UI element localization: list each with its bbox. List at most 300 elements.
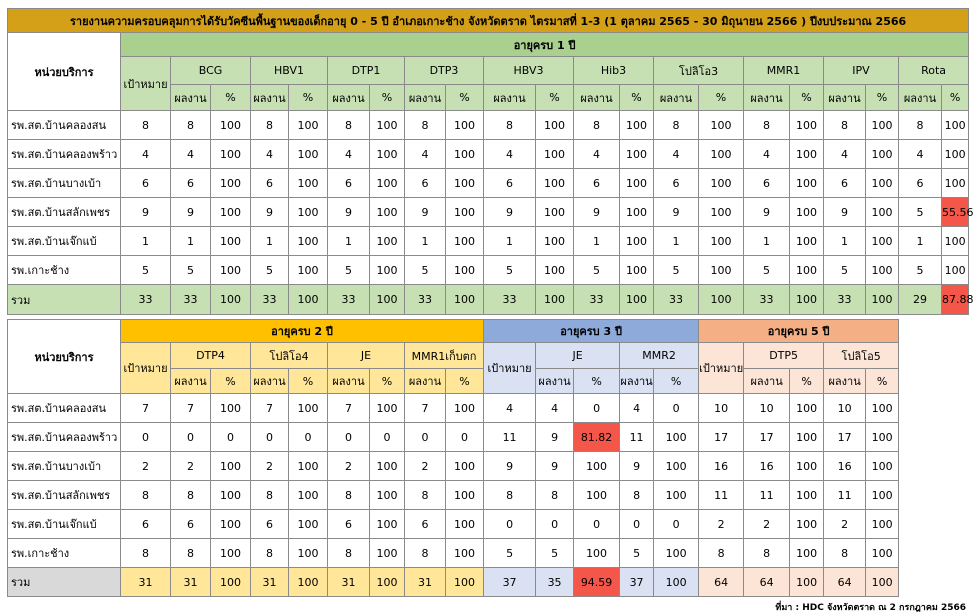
target-value: 9 (121, 198, 171, 227)
work-value: 11 (620, 423, 654, 452)
work-value: 9 (405, 198, 446, 227)
work-value: 5 (620, 539, 654, 568)
work-value: 31 (405, 568, 446, 597)
target-value: 31 (121, 568, 171, 597)
work-value: 8 (328, 111, 370, 140)
target-value: 5 (484, 539, 536, 568)
pct-value: 100 (289, 481, 328, 510)
unit-name: รพ.สต.บ้านบางเบ้า (8, 452, 121, 481)
pct-value: 100 (211, 198, 251, 227)
pct-header: % (942, 85, 969, 111)
work-value: 9 (574, 198, 620, 227)
work-value: 4 (251, 140, 289, 169)
pct-value: 100 (654, 423, 699, 452)
vaccine-header: JE (536, 343, 620, 369)
pct-value: 100 (536, 256, 574, 285)
pct-value: 81.82 (574, 423, 620, 452)
work-value: 33 (328, 285, 370, 315)
target-value: 17 (699, 423, 744, 452)
table-row (8, 169, 969, 198)
pct-header: % (289, 85, 328, 111)
target-value: 2 (121, 452, 171, 481)
work-value: 6 (251, 510, 289, 539)
pct-value: 100 (370, 539, 405, 568)
work-value: 9 (251, 198, 289, 227)
vaccine-header: DTP5 (744, 343, 824, 369)
pct-value: 100 (289, 227, 328, 256)
unit-name: รพ.สต.บ้านคลองพร้าว (8, 423, 121, 452)
work-value: 5 (328, 256, 370, 285)
work-value: 4 (744, 140, 790, 169)
work-value: 33 (654, 285, 699, 315)
work-value: 1 (328, 227, 370, 256)
pct-value: 100 (446, 481, 484, 510)
unit-name: รพ.สต.บ้านสลักเพชร (8, 481, 121, 510)
work-value: 8 (574, 111, 620, 140)
pct-value: 100 (289, 140, 328, 169)
pct-value: 100 (790, 539, 824, 568)
work-value: 8 (251, 481, 289, 510)
pct-header: % (699, 85, 744, 111)
work-value: 1 (824, 227, 866, 256)
work-value: 5 (744, 256, 790, 285)
vaccine-header: MMR1 (744, 57, 824, 85)
unit-name: รพ.สต.บ้านเจ๊กแบ้ (8, 510, 121, 539)
pct-value: 100 (790, 140, 824, 169)
pct-value: 100 (790, 568, 824, 597)
pct-value: 100 (370, 481, 405, 510)
pct-header: % (654, 369, 699, 394)
pct-value: 100 (211, 140, 251, 169)
pct-value: 100 (211, 568, 251, 597)
pct-value: 100 (866, 198, 899, 227)
pct-value: 100 (866, 285, 899, 315)
target-value: 8 (484, 481, 536, 510)
target-value: 11 (699, 481, 744, 510)
pct-value: 100 (211, 227, 251, 256)
work-value: 8 (171, 539, 211, 568)
pct-value: 100 (654, 539, 699, 568)
pct-header: % (620, 85, 654, 111)
work-value: 31 (171, 568, 211, 597)
target-header: เป้าหมาย (121, 57, 171, 111)
pct-value: 100 (446, 256, 484, 285)
pct-value: 100 (211, 539, 251, 568)
total-row (8, 568, 899, 597)
unit-header: หน่วยบริการ (8, 33, 121, 111)
pct-header: % (370, 85, 405, 111)
work-value: 8 (328, 539, 370, 568)
work-value: 9 (654, 198, 699, 227)
work-header: ผลงาน (171, 85, 211, 111)
target-value: 5 (121, 256, 171, 285)
work-value: 33 (824, 285, 866, 315)
total-label: รวม (8, 285, 121, 315)
pct-value: 100 (790, 256, 824, 285)
pct-value: 100 (699, 111, 744, 140)
target-value: 6 (121, 169, 171, 198)
work-value: 8 (484, 111, 536, 140)
work-value: 1 (744, 227, 790, 256)
pct-value: 100 (370, 256, 405, 285)
work-value: 35 (536, 568, 574, 597)
table-row (8, 452, 899, 481)
pct-value: 100 (866, 452, 899, 481)
work-value: 6 (171, 510, 211, 539)
work-value: 6 (405, 169, 446, 198)
pct-value: 100 (699, 140, 744, 169)
pct-value: 100 (574, 452, 620, 481)
table-row (8, 256, 969, 285)
table-row (8, 140, 969, 169)
work-value: 7 (405, 394, 446, 423)
work-value: 8 (171, 481, 211, 510)
pct-header: % (446, 85, 484, 111)
pct-value: 100 (866, 169, 899, 198)
work-value: 64 (824, 568, 866, 597)
pct-value: 100 (654, 568, 699, 597)
work-value: 6 (251, 169, 289, 198)
work-header: ผลงาน (484, 85, 536, 111)
work-header: ผลงาน (405, 369, 446, 394)
pct-value: 100 (942, 111, 969, 140)
work-value: 7 (171, 394, 211, 423)
pct-value: 100 (699, 227, 744, 256)
work-value: 8 (654, 111, 699, 140)
vaccine-header: JE (328, 343, 405, 369)
work-value: 0 (620, 510, 654, 539)
pct-value: 100 (620, 285, 654, 315)
work-value: 1 (171, 227, 211, 256)
work-header: ผลงาน (744, 85, 790, 111)
pct-value: 100 (536, 169, 574, 198)
pct-value: 55.56 (942, 198, 969, 227)
pct-value: 100 (211, 481, 251, 510)
pct-value: 0 (370, 423, 405, 452)
pct-value: 100 (699, 256, 744, 285)
pct-value: 100 (289, 256, 328, 285)
target-value: 4 (121, 140, 171, 169)
work-header: ผลงาน (654, 85, 699, 111)
work-value: 6 (744, 169, 790, 198)
work-value: 1 (484, 227, 536, 256)
report-title: รายงานความครอบคลุมการได้รับวัคซีนพื้นฐานของเด็กอายุ 0 - 5 ปี อำเภอเกาะช้าง จังหวัดตราด ไตรมาสที่ 1-3 (1 ตุลาคม 2565 - 30 มิถุนายน 2566 ) ปีงบประมาณ 2566 (8, 9, 969, 33)
target-value: 33 (121, 285, 171, 315)
work-value: 8 (744, 111, 790, 140)
work-header: ผลงาน (744, 369, 790, 394)
pct-value: 100 (866, 111, 899, 140)
work-value: 33 (405, 285, 446, 315)
pct-value: 100 (620, 256, 654, 285)
pct-value: 0 (574, 394, 620, 423)
work-value: 7 (251, 394, 289, 423)
work-header: ผลงาน (536, 369, 574, 394)
work-value: 2 (251, 452, 289, 481)
table-row (8, 394, 899, 423)
pct-value: 100 (211, 285, 251, 315)
pct-value: 100 (289, 169, 328, 198)
work-header: ผลงาน (899, 85, 942, 111)
work-value: 11 (744, 481, 790, 510)
work-value: 2 (744, 510, 790, 539)
pct-value: 100 (790, 423, 824, 452)
target-header: เป้าหมาย (699, 343, 744, 394)
pct-value: 100 (370, 452, 405, 481)
work-value: 8 (536, 481, 574, 510)
pct-value: 100 (446, 568, 484, 597)
work-value: 9 (536, 452, 574, 481)
pct-value: 100 (289, 285, 328, 315)
work-value: 9 (328, 198, 370, 227)
pct-value: 100 (790, 227, 824, 256)
work-value: 4 (328, 140, 370, 169)
vaccine-header: DTP3 (405, 57, 484, 85)
work-value: 4 (171, 140, 211, 169)
work-value: 4 (405, 140, 446, 169)
pct-value: 100 (866, 227, 899, 256)
work-value: 11 (824, 481, 866, 510)
pct-header: % (790, 85, 824, 111)
pct-value: 100 (211, 169, 251, 198)
pct-value: 100 (866, 423, 899, 452)
age1-coverage-table (7, 8, 974, 315)
unit-name: รพ.สต.บ้านบางเบ้า (8, 169, 121, 198)
pct-value: 100 (370, 568, 405, 597)
pct-value: 100 (942, 140, 969, 169)
work-value: 6 (405, 510, 446, 539)
work-header: ผลงาน (328, 369, 370, 394)
target-header: เป้าหมาย (121, 343, 171, 394)
pct-value: 100 (211, 256, 251, 285)
work-value: 8 (899, 111, 942, 140)
work-value: 1 (654, 227, 699, 256)
vaccine-header: HBV3 (484, 57, 574, 85)
pct-value: 100 (289, 394, 328, 423)
pct-value: 100 (866, 568, 899, 597)
pct-value: 100 (620, 169, 654, 198)
work-value: 8 (744, 539, 790, 568)
target-value: 11 (484, 423, 536, 452)
pct-value: 100 (574, 539, 620, 568)
pct-value: 100 (790, 198, 824, 227)
work-value: 8 (620, 481, 654, 510)
target-value: 8 (121, 481, 171, 510)
work-value: 64 (744, 568, 790, 597)
work-value: 9 (744, 198, 790, 227)
work-value: 0 (171, 423, 211, 452)
pct-value: 100 (446, 111, 484, 140)
target-value: 8 (699, 539, 744, 568)
target-value: 37 (484, 568, 536, 597)
pct-value: 100 (536, 198, 574, 227)
pct-value: 100 (866, 510, 899, 539)
unit-name: รพ.สต.บ้านเจ๊กแบ้ (8, 227, 121, 256)
work-value: 1 (251, 227, 289, 256)
work-value: 0 (251, 423, 289, 452)
pct-value: 100 (289, 568, 328, 597)
work-value: 5 (824, 256, 866, 285)
pct-value: 94.59 (574, 568, 620, 597)
age1-group-header: อายุครบ 1 ปี (121, 33, 969, 57)
pct-header: % (536, 85, 574, 111)
work-value: 0 (405, 423, 446, 452)
target-value: 10 (699, 394, 744, 423)
table-row (8, 198, 969, 227)
work-value: 4 (899, 140, 942, 169)
pct-value: 0 (211, 423, 251, 452)
work-value: 9 (171, 198, 211, 227)
work-value: 33 (744, 285, 790, 315)
table-row (8, 481, 899, 510)
work-value: 33 (251, 285, 289, 315)
work-value: 0 (536, 510, 574, 539)
target-value: 1 (121, 227, 171, 256)
work-header: ผลงาน (574, 85, 620, 111)
pct-value: 100 (289, 198, 328, 227)
pct-value: 100 (289, 539, 328, 568)
work-value: 6 (484, 169, 536, 198)
work-value: 31 (251, 568, 289, 597)
unit-name: รพ.สต.บ้านคลองพร้าว (8, 140, 121, 169)
pct-value: 100 (620, 227, 654, 256)
work-value: 4 (824, 140, 866, 169)
pct-value: 100 (866, 256, 899, 285)
vaccine-header: BCG (171, 57, 251, 85)
pct-value: 100 (370, 198, 405, 227)
pct-value: 100 (446, 285, 484, 315)
work-value: 6 (328, 510, 370, 539)
pct-value: 100 (536, 140, 574, 169)
age2-group-header: อายุครบ 2 ปี (121, 320, 484, 343)
pct-header: % (446, 369, 484, 394)
table-row (8, 510, 899, 539)
work-value: 31 (328, 568, 370, 597)
pct-value: 100 (942, 227, 969, 256)
pct-value: 100 (866, 481, 899, 510)
pct-value: 100 (620, 198, 654, 227)
pct-value: 100 (446, 140, 484, 169)
pct-value: 100 (446, 539, 484, 568)
pct-header: % (289, 369, 328, 394)
work-value: 16 (744, 452, 790, 481)
pct-value: 0 (446, 423, 484, 452)
pct-header: % (866, 369, 899, 394)
target-value: 8 (121, 539, 171, 568)
work-value: 2 (824, 510, 866, 539)
pct-value: 100 (289, 111, 328, 140)
total-label: รวม (8, 568, 121, 597)
vaccine-header: DTP4 (171, 343, 251, 369)
pct-value: 100 (866, 539, 899, 568)
work-value: 4 (620, 394, 654, 423)
pct-value: 100 (536, 285, 574, 315)
work-value: 8 (824, 539, 866, 568)
vaccine-header: โปลิโอ5 (824, 343, 899, 369)
pct-header: % (211, 369, 251, 394)
table-row (8, 227, 969, 256)
pct-value: 100 (536, 111, 574, 140)
work-value: 6 (824, 169, 866, 198)
pct-value: 100 (370, 227, 405, 256)
work-value: 33 (484, 285, 536, 315)
work-header: ผลงาน (824, 85, 866, 111)
unit-name: รพ.เกาะช้าง (8, 256, 121, 285)
target-value: 8 (121, 111, 171, 140)
pct-header: % (790, 369, 824, 394)
work-value: 5 (899, 256, 942, 285)
vaccine-header: MMR2 (620, 343, 699, 369)
work-value: 4 (484, 140, 536, 169)
work-header: ผลงาน (328, 85, 370, 111)
table-row (8, 111, 969, 140)
age5-group-header: อายุครบ 5 ปี (699, 320, 899, 343)
work-value: 9 (620, 452, 654, 481)
pct-value: 100 (446, 510, 484, 539)
work-value: 1 (899, 227, 942, 256)
work-value: 33 (574, 285, 620, 315)
work-header: ผลงาน (171, 369, 211, 394)
pct-value: 0 (654, 394, 699, 423)
pct-value: 100 (654, 452, 699, 481)
work-value: 0 (328, 423, 370, 452)
pct-value: 100 (289, 452, 328, 481)
unit-name: รพ.สต.บ้านคลองสน (8, 394, 121, 423)
unit-name: รพ.สต.บ้านสลักเพชร (8, 198, 121, 227)
pct-value: 100 (446, 394, 484, 423)
vaccine-header: โปลิโอ4 (251, 343, 328, 369)
pct-value: 100 (790, 111, 824, 140)
vaccine-header: Hib3 (574, 57, 654, 85)
work-value: 17 (744, 423, 790, 452)
pct-value: 100 (942, 169, 969, 198)
work-header: ผลงาน (620, 369, 654, 394)
pct-header: % (866, 85, 899, 111)
table-row (8, 539, 899, 568)
vaccine-header: HBV1 (251, 57, 328, 85)
pct-value: 100 (574, 481, 620, 510)
work-value: 9 (824, 198, 866, 227)
work-value: 8 (171, 111, 211, 140)
pct-value: 100 (211, 452, 251, 481)
work-value: 5 (654, 256, 699, 285)
work-value: 6 (328, 169, 370, 198)
pct-value: 100 (866, 394, 899, 423)
pct-header: % (574, 369, 620, 394)
pct-value: 100 (370, 140, 405, 169)
pct-value: 100 (211, 111, 251, 140)
total-row (8, 285, 969, 315)
work-value: 9 (536, 423, 574, 452)
target-header: เป้าหมาย (484, 343, 536, 394)
target-value: 9 (484, 452, 536, 481)
work-value: 10 (744, 394, 790, 423)
work-value: 6 (899, 169, 942, 198)
pct-value: 100 (790, 285, 824, 315)
target-value: 16 (699, 452, 744, 481)
pct-value: 100 (289, 510, 328, 539)
pct-value: 100 (370, 169, 405, 198)
pct-value: 100 (790, 169, 824, 198)
pct-value: 100 (942, 256, 969, 285)
unit-name: รพ.สต.บ้านคลองสน (8, 111, 121, 140)
work-value: 17 (824, 423, 866, 452)
work-value: 8 (328, 481, 370, 510)
target-value: 64 (699, 568, 744, 597)
vaccine-header: DTP1 (328, 57, 405, 85)
pct-value: 100 (654, 481, 699, 510)
work-value: 2 (328, 452, 370, 481)
pct-value: 100 (699, 198, 744, 227)
